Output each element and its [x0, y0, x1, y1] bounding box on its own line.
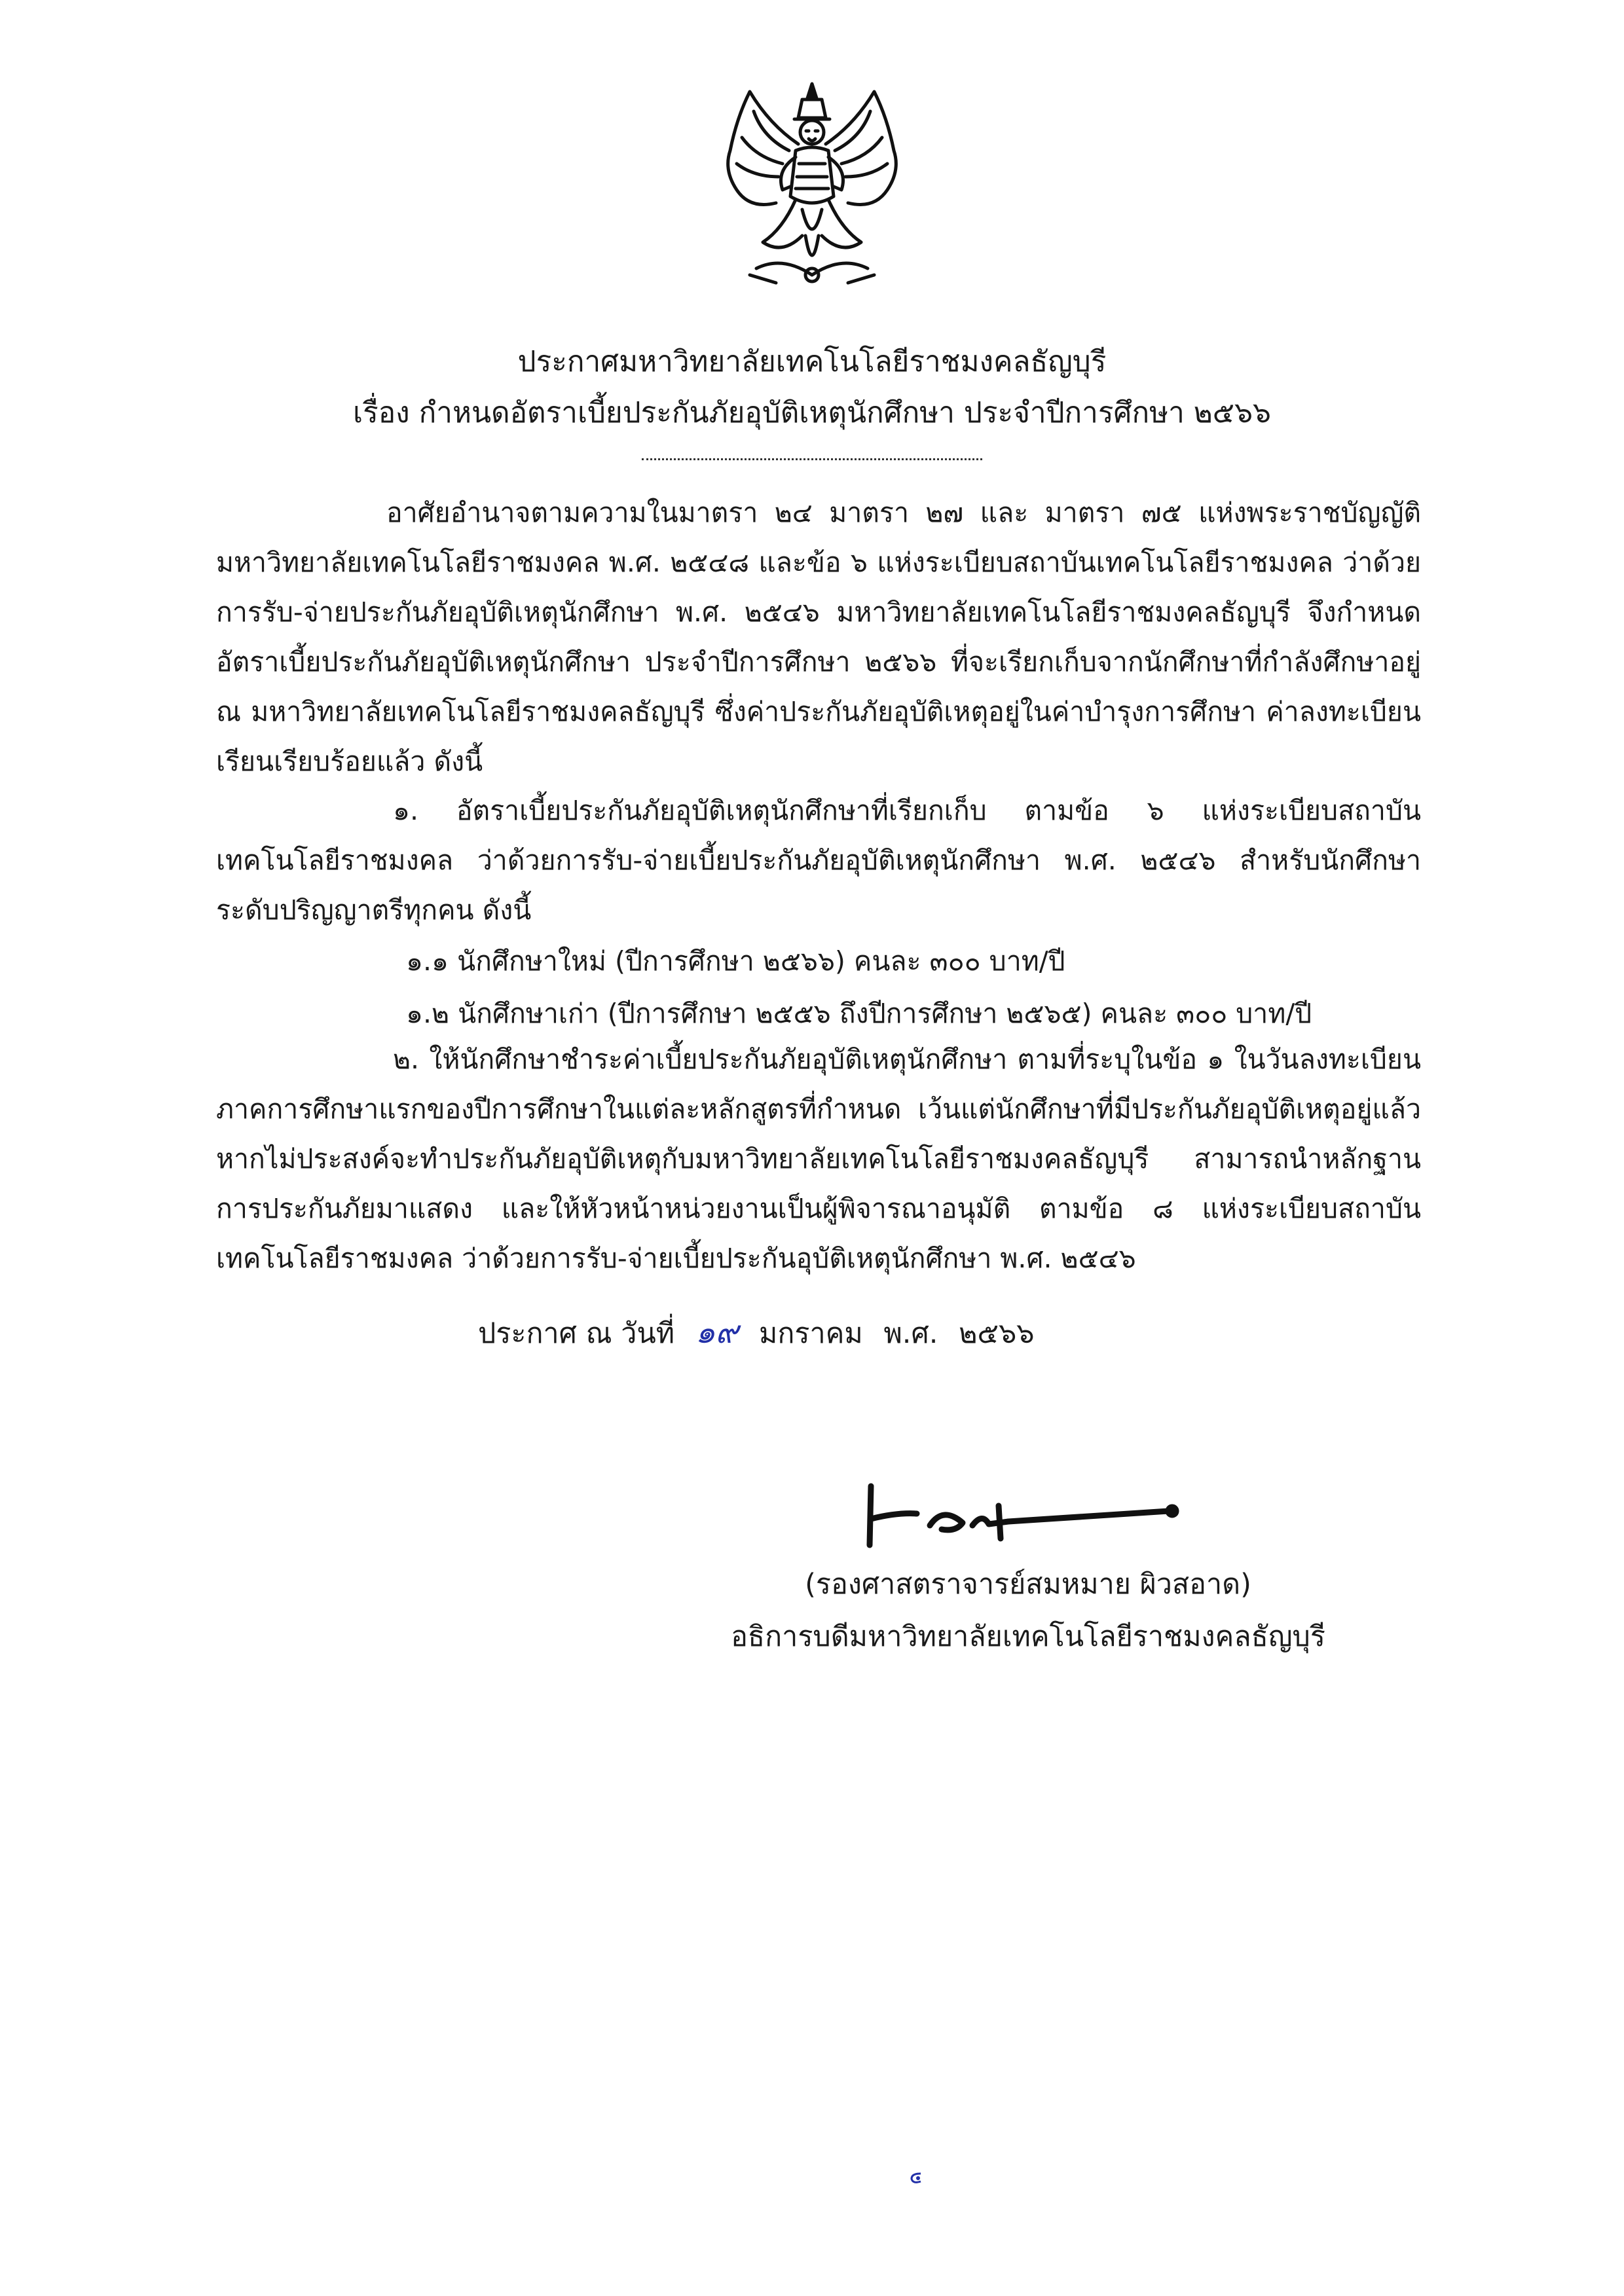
- signatory-position: อธิการบดีมหาวิทยาลัยเทคโนโลยีราชมงคลธัญบุรี: [731, 1620, 1325, 1653]
- clause-1-paragraph: ๑. อัตราเบี้ยประกันภัยอุบัติเหตุนักศึกษาที่เรียกเก็บ ตามข้อ ๖ แห่งระเบียบสถาบันเทคโนโลยีราชมงคล ว่าด้วยการรับ-จ่ายเบี้ยประกันภัยอุบัติเหตุนักศึกษา พ.ศ. ๒๕๔๖ สำหรับนักศึกษาระดับปริญญาตรีทุกคน ดังนี้: [216, 795, 1421, 926]
- clause-1-2: ๑.๒ นักศึกษาเก่า (ปีการศึกษา ๒๕๕๖ ถึงปีการศึกษา ๒๕๖๕) คนละ ๓๐๐ บาท/ปี: [406, 998, 1312, 1029]
- announcement-date: [478, 1309, 1046, 1357]
- signatory-name: (รองศาสตราจารย์สมหมาย ผิวสอาด): [805, 1568, 1251, 1601]
- garuda-emblem-icon: [710, 79, 913, 295]
- date-year: ๒๕๖๖: [959, 1317, 1035, 1350]
- announcement-issuer: ประกาศมหาวิทยาลัยเทคโนโลยีราชมงคลธัญบุรี: [517, 345, 1107, 378]
- clause-2-paragraph: ๒. ให้นักศึกษาชำระค่าเบี้ยประกันภัยอุบัติเหตุนักศึกษา ตามที่ระบุในข้อ ๑ ในวันลงทะเบียนภาคการศึกษาแรกของปีการศึกษาในแต่ละหลักสูตรที่กำหนด เว้นแต่นักศึกษาที่มีประกันภัยอุบัติเหตุอยู่แล้ว หากไม่ประสงค์จะทำประกันภัยอุบัติเหตุกับมหาวิทยาลัยเทคโนโลยีราชมงคลธัญบุรี สามารถนำหลักฐานการประกันภัยมาแสดง และให้หัวหน้าหน่วยงานเป็นผู้พิจารณาอนุมัติ ตามข้อ ๘ แห่งระเบียบสถาบันเทคโนโลยีราชมงคล ว่าด้วยการรับ-จ่ายเบี้ยประกันอุบัติเหตุนักศึกษา พ.ศ. ๒๕๔๖: [216, 1044, 1421, 1274]
- date-era: พ.ศ.: [883, 1317, 938, 1350]
- ink-mark-icon: [908, 2171, 926, 2185]
- intro-paragraph: อาศัยอำนาจตามความในมาตรา ๒๔ มาตรา ๒๗ และ มาตรา ๗๕ แห่งพระราชบัญญัติมหาวิทยาลัยเทคโนโลยีราชมงคล พ.ศ. ๒๕๔๘ และข้อ ๖ แห่งระเบียบสถาบันเทคโนโลยีราชมงคล ว่าด้วยการรับ-จ่ายประกันภัยอุบัติเหตุนักศึกษา พ.ศ. ๒๕๔๖ มหาวิทยาลัยเทคโนโลยีราชมงคลธัญบุรี จึงกำหนดอัตราเบี้ยประกันภัยอุบัติเหตุนักศึกษา ประจำปีการศึกษา ๒๕๖๖ ที่จะเรียกเก็บจากนักศึกษาที่กำลังศึกษาอยู่ ณ มหาวิทยาลัยเทคโนโลยีราชมงคลธัญบุรี ซึ่งค่าประกันภัยอุบัติเหตุอยู่ในค่าบำรุงการศึกษา ค่าลงทะเบียนเรียนเรียบร้อยแล้ว ดังนี้: [216, 497, 1422, 777]
- announcement-subject: เรื่อง กำหนดอัตราเบี้ยประกันภัยอุบัติเหตุนักศึกษา ประจำปีการศึกษา ๒๕๖๖: [353, 396, 1271, 429]
- date-prefix: ประกาศ ณ วันที่: [478, 1317, 675, 1350]
- signature-image: [858, 1467, 1198, 1552]
- date-day-handwritten: ๑๙: [695, 1314, 739, 1351]
- date-month: มกราคม: [759, 1317, 863, 1350]
- clause-1-1: ๑.๑ นักศึกษาใหม่ (ปีการศึกษา ๒๕๖๖) คนละ ๓๐๐ บาท/ปี: [406, 945, 1065, 977]
- title-divider: [642, 458, 982, 460]
